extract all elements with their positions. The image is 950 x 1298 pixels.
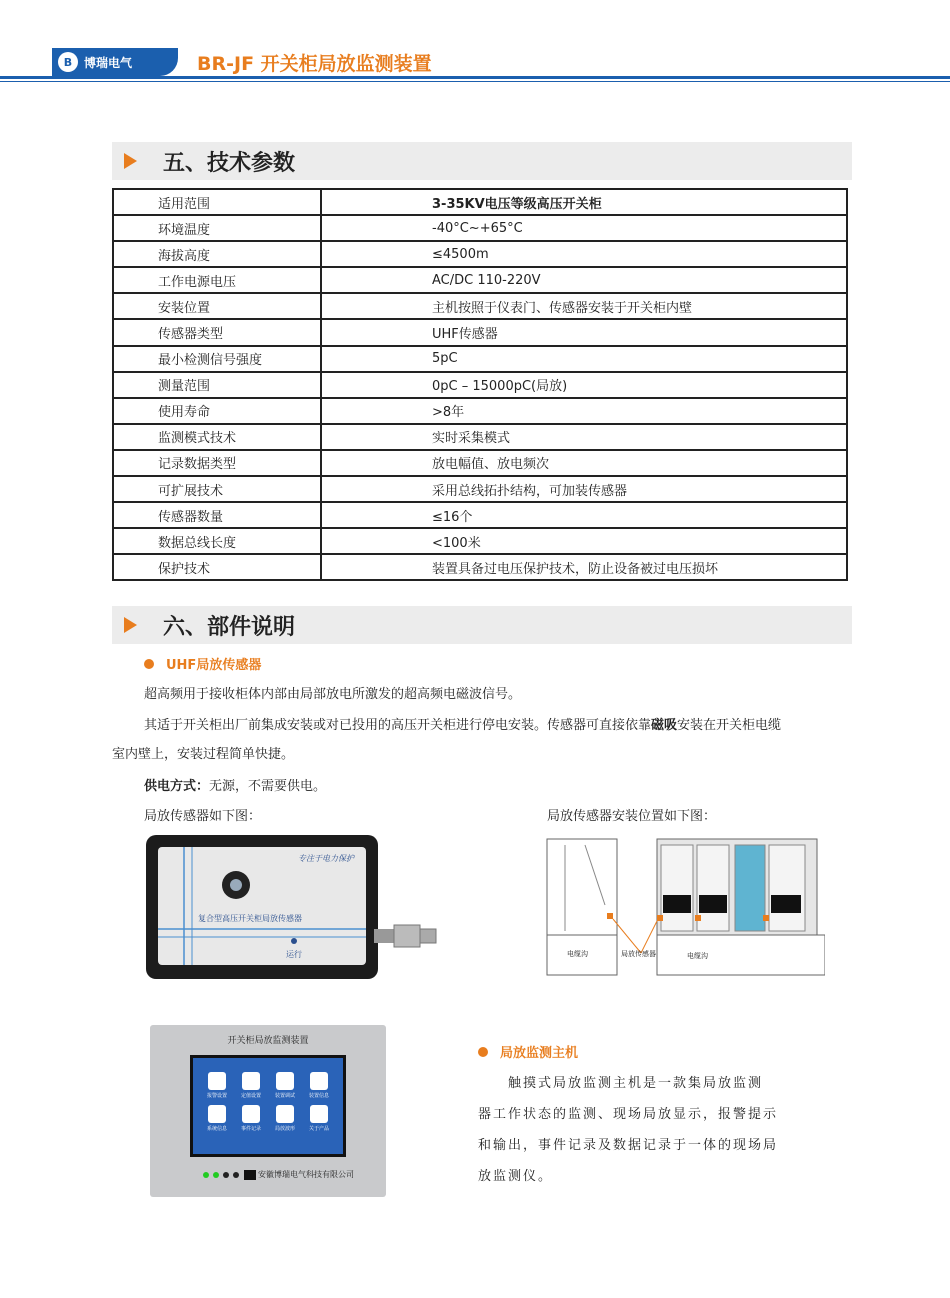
screen-app-icon <box>305 1105 333 1132</box>
table-row <box>113 346 847 372</box>
spec-value: AC/DC 110-220V <box>321 267 847 293</box>
table-row <box>113 215 847 241</box>
section-heading-specs <box>112 142 852 180</box>
host-description-line: 放监测仪。 <box>478 1169 554 1184</box>
arrow-icon <box>124 153 137 169</box>
spec-value: 采用总线拓扑结构，可加装传感器 <box>321 476 847 502</box>
table-row <box>113 424 847 450</box>
sensor-status: 运行 <box>286 950 302 959</box>
spec-value: 放电幅值、放电频次 <box>321 450 847 476</box>
table-row <box>113 189 847 215</box>
app-label: 定值设置 <box>240 1093 261 1099</box>
sensor-decor <box>158 847 366 965</box>
table-row <box>113 528 847 554</box>
uhf-heading <box>144 654 261 673</box>
table-row <box>113 372 847 398</box>
sensor-name: 复合型高压开关柜局放传感器 <box>198 914 302 923</box>
spec-value: 主机按照于仪表门、传感器安装于开关柜内壁 <box>321 293 847 319</box>
sensor-face <box>158 847 366 965</box>
sensor-photo <box>146 835 378 979</box>
caption-sensor: 局放传感器如下图： <box>144 809 262 824</box>
table-row <box>113 293 847 319</box>
screen-app-icon <box>237 1105 265 1132</box>
section-heading-parts <box>112 606 852 644</box>
connector-icon <box>374 917 444 957</box>
host-company: 安徽博瑞电气科技有限公司 <box>258 1170 354 1179</box>
company-logo <box>52 48 178 76</box>
spec-value: <100米 <box>321 528 847 554</box>
spec-name: 工作电源电压 <box>113 267 321 293</box>
app-glyph-icon <box>310 1072 328 1090</box>
spec-name: 传感器数量 <box>113 502 321 528</box>
header-rule-thin <box>0 81 950 82</box>
power-label: 供电方式： <box>144 779 210 794</box>
app-glyph-icon <box>310 1105 328 1123</box>
screen-app-icon <box>203 1072 231 1099</box>
screen-app-icon <box>271 1105 299 1132</box>
spec-value: -40°C~+65°C <box>321 215 847 241</box>
spec-name: 记录数据类型 <box>113 450 321 476</box>
spec-name: 数据总线长度 <box>113 528 321 554</box>
table-row <box>113 267 847 293</box>
spec-value: ≤16个 <box>321 502 847 528</box>
spec-value: 5pC <box>321 346 847 372</box>
app-glyph-icon <box>208 1105 226 1123</box>
host-heading-text: 局放监测主机 <box>500 1046 579 1061</box>
host-heading <box>478 1042 578 1061</box>
app-glyph-icon <box>208 1072 226 1090</box>
page-header <box>0 40 950 84</box>
host-screen <box>190 1055 346 1157</box>
uhf-power <box>144 774 326 800</box>
table-row <box>113 450 847 476</box>
uhf-paragraph-2-cont: 室内壁上，安装过程简单快捷。 <box>112 747 295 762</box>
app-label: 局放波形 <box>274 1126 295 1132</box>
app-label: 关于产品 <box>308 1126 329 1132</box>
spec-value: 3-35KV电压等级高压开关柜 <box>321 189 847 215</box>
install-label-3: 电缆沟 <box>687 952 708 960</box>
bullet-dot-icon <box>144 659 154 669</box>
section-title: 五、技术参数 <box>163 150 296 176</box>
screen-icon-grid <box>193 1058 343 1146</box>
sensor-slogan: 专注于电力保护 <box>298 854 354 863</box>
uhf-paragraph-2 <box>144 713 781 739</box>
header-rule <box>0 76 950 79</box>
app-label: 事件记录 <box>240 1126 261 1132</box>
app-label: 系统信息 <box>206 1126 227 1132</box>
install-label-1: 电缆沟 <box>567 950 588 958</box>
spec-name: 海拔高度 <box>113 241 321 267</box>
spec-name: 传感器类型 <box>113 319 321 345</box>
power-value: 无源，不需要供电。 <box>209 779 327 794</box>
uhf-p2-text-end: 安装在开关柜电缆 <box>677 718 782 733</box>
host-description <box>478 1068 798 1192</box>
table-row <box>113 319 847 345</box>
spec-value: 装置具备过电压保护技术，防止设备被过电压损坏 <box>321 554 847 580</box>
spec-name: 使用寿命 <box>113 398 321 424</box>
uhf-heading-text: UHF局放传感器 <box>166 658 262 673</box>
app-glyph-icon <box>276 1072 294 1090</box>
screen-app-icon <box>305 1072 333 1099</box>
logo-mark-icon: B <box>58 52 78 72</box>
table-row <box>113 398 847 424</box>
page-title: BR-JF 开关柜局放监测装置 <box>197 53 432 75</box>
specs-table <box>112 188 848 581</box>
app-glyph-icon <box>276 1105 294 1123</box>
uhf-p2-bold: 磁吸 <box>651 718 678 733</box>
spec-name: 最小检测信号强度 <box>113 346 321 372</box>
bullet-dot-icon <box>478 1047 488 1057</box>
table-row <box>113 554 847 580</box>
app-label: 装置调试 <box>274 1093 295 1099</box>
spec-name: 环境温度 <box>113 215 321 241</box>
spec-value: 0pC – 15000pC(局放) <box>321 372 847 398</box>
spec-name: 安装位置 <box>113 293 321 319</box>
spec-value: ≤4500m <box>321 241 847 267</box>
logo-text: 博瑞电气 <box>84 55 133 70</box>
screen-app-icon <box>271 1072 299 1099</box>
spec-name: 测量范围 <box>113 372 321 398</box>
spec-value: 实时采集模式 <box>321 424 847 450</box>
spec-name: 可扩展技术 <box>113 476 321 502</box>
spec-value: UHF传感器 <box>321 319 847 345</box>
app-glyph-icon <box>242 1072 260 1090</box>
spec-value: >8年 <box>321 398 847 424</box>
host-description-line: 和输出，事件记录及数据记录于一体的现场局 <box>478 1138 779 1153</box>
status-leds <box>200 1167 260 1183</box>
spec-name: 监测模式技术 <box>113 424 321 450</box>
host-description-line: 触摸式局放监测主机是一款集局放监测 <box>508 1076 764 1091</box>
table-row <box>113 476 847 502</box>
uhf-paragraph-1: 超高频用于接收柜体内部由局部放电所激发的超高频电磁波信号。 <box>144 687 522 702</box>
install-drawing <box>545 835 825 979</box>
host-photo <box>150 1025 386 1197</box>
spec-name: 适用范围 <box>113 189 321 215</box>
install-label-2: 局放传感器 <box>621 950 656 958</box>
uhf-p2-text: 其适于开关柜出厂前集成安装或对已投用的高压开关柜进行停电安装。传感器可直接依靠 <box>144 718 652 733</box>
table-row <box>113 502 847 528</box>
host-description-line: 器工作状态的监测、现场局放显示，报警提示 <box>478 1107 779 1122</box>
spec-name: 保护技术 <box>113 554 321 580</box>
app-glyph-icon <box>242 1105 260 1123</box>
app-label: 装置信息 <box>308 1093 329 1099</box>
section-title: 六、部件说明 <box>163 614 296 640</box>
screen-app-icon <box>203 1105 231 1132</box>
screen-app-icon <box>237 1072 265 1099</box>
arrow-icon <box>124 617 137 633</box>
host-title: 开关柜局放监测装置 <box>227 1036 309 1046</box>
app-label: 报警设置 <box>206 1093 227 1099</box>
table-row <box>113 241 847 267</box>
caption-install: 局放传感器安装位置如下图： <box>547 809 717 824</box>
